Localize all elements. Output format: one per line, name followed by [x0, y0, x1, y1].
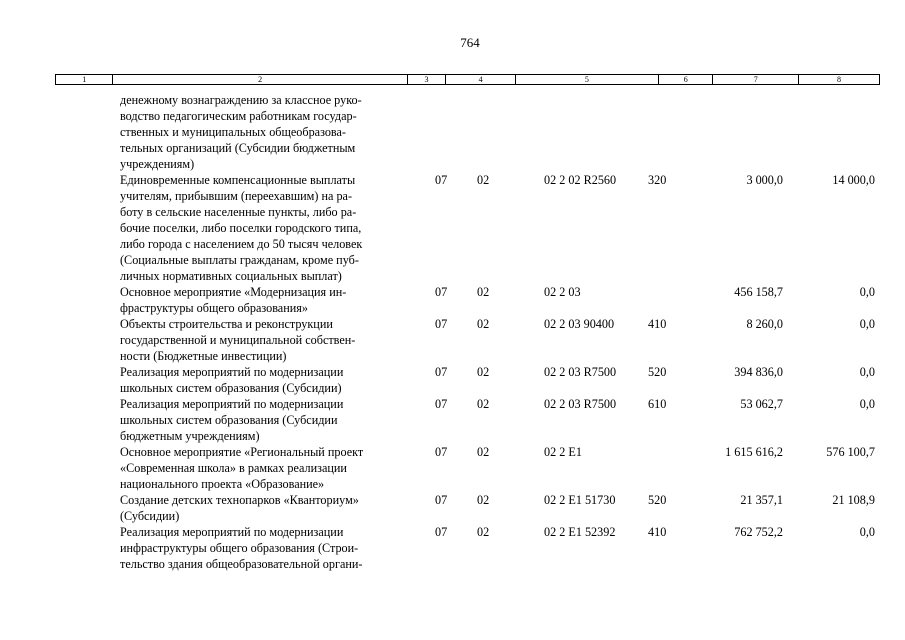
- column-header-row: [55, 74, 880, 85]
- row-name-line: Реализация мероприятий по модернизации: [120, 397, 344, 411]
- expense-kind-code: 320: [648, 173, 667, 187]
- expense-kind-code: 410: [648, 317, 667, 331]
- target-article-code: 02 2 03 R7500: [544, 397, 617, 411]
- row-name-line: личных нормативных социальных выплат): [120, 269, 342, 283]
- target-article-code: 02 2 02 R2560: [544, 173, 617, 187]
- amount-year-1: 762 752,2: [734, 525, 783, 539]
- row-name-line: школьных систем образования (Субсидии): [120, 381, 342, 395]
- column-header: 6: [658, 75, 713, 84]
- row-name: [0, 524, 425, 572]
- table-row: [0, 396, 905, 444]
- row-name-line: «Современная школа» в рамках реализации: [120, 461, 347, 475]
- target-article-code: 02 2 03: [544, 285, 581, 299]
- page-number: 764: [460, 35, 480, 50]
- section-code: 07: [435, 173, 448, 187]
- table-row: [0, 284, 905, 316]
- row-name-line: инфраструктуры общего образования (Строи-: [120, 541, 359, 555]
- column-header: 2: [112, 75, 406, 84]
- row-name: [0, 364, 425, 396]
- subsection-code: 02: [477, 445, 490, 459]
- budget-table-body: [0, 92, 905, 572]
- row-name-line: Единовременные компенсационные выплаты: [120, 173, 356, 187]
- amount-year-1: 1 615 616,2: [725, 445, 783, 459]
- row-name-line: Основное мероприятие «Региональный проект: [120, 445, 364, 459]
- target-article-code: 02 2 03 90400: [544, 317, 615, 331]
- section-code: 07: [435, 493, 448, 507]
- target-article-code: 02 2 E1 52392: [544, 525, 616, 539]
- amount-year-2: 21 108,9: [832, 493, 875, 507]
- row-name-line: ственных и муниципальных общеобразова-: [120, 125, 346, 139]
- subsection-code: 02: [477, 525, 490, 539]
- row-name: [0, 284, 425, 316]
- row-name: [0, 172, 425, 284]
- amount-year-1: 3 000,0: [746, 173, 783, 187]
- row-name-line: либо города с населением до 50 тысяч человек: [120, 237, 363, 251]
- target-article-code: 02 2 E1 51730: [544, 493, 616, 507]
- subsection-code: 02: [477, 285, 490, 299]
- row-name-line: учреждениям): [120, 157, 195, 171]
- amount-year-1: 456 158,7: [734, 285, 783, 299]
- amount-year-2: 14 000,0: [832, 173, 875, 187]
- section-code: 07: [435, 445, 448, 459]
- row-name-line: учителям, прибывшим (переехавшим) на ра-: [120, 189, 353, 203]
- amount-year-2: 0,0: [859, 397, 875, 411]
- amount-year-2: 576 100,7: [826, 445, 875, 459]
- subsection-code: 02: [477, 365, 490, 379]
- row-name-line: (Субсидии): [120, 509, 180, 523]
- column-header: 1: [82, 75, 87, 84]
- table-row: [0, 524, 905, 572]
- row-name-line: тельных организаций (Субсидии бюджетным: [120, 141, 356, 155]
- column-header: 8: [798, 75, 879, 84]
- column-header: 3: [407, 75, 446, 84]
- expense-kind-code: 520: [648, 493, 667, 507]
- amount-year-2: 0,0: [859, 317, 875, 331]
- row-name-line: бюджетным учреждениям): [120, 429, 260, 443]
- expense-kind-code: 410: [648, 525, 667, 539]
- row-name-line: Создание детских технопарков «Кванториум»: [120, 493, 359, 507]
- row-name-line: боту в сельские населенные пункты, либо ра-: [120, 205, 357, 219]
- row-name-line: фраструктуры общего образования»: [120, 301, 308, 315]
- table-row: [0, 316, 905, 364]
- section-code: 07: [435, 365, 448, 379]
- row-name: [0, 396, 425, 444]
- row-name-line: водство педагогическим работникам государ-: [120, 109, 357, 123]
- table-row: [0, 172, 905, 284]
- row-name: [0, 444, 425, 492]
- row-name: [0, 316, 425, 364]
- row-name-line: Основное мероприятие «Модернизация ин-: [120, 285, 347, 299]
- column-header: 4: [445, 75, 515, 84]
- subsection-code: 02: [477, 317, 490, 331]
- section-code: 07: [435, 397, 448, 411]
- table-row: [0, 364, 905, 396]
- amount-year-1: 53 062,7: [740, 397, 783, 411]
- row-name-line: национального проекта «Образование»: [120, 477, 325, 491]
- row-name: [0, 492, 425, 524]
- subsection-code: 02: [477, 397, 490, 411]
- table-row: [0, 92, 905, 172]
- row-name-line: денежному вознаграждению за классное руко-: [120, 93, 362, 107]
- subsection-code: 02: [477, 173, 490, 187]
- column-header: 7: [712, 75, 798, 84]
- section-code: 07: [435, 317, 448, 331]
- target-article-code: 02 2 03 R7500: [544, 365, 617, 379]
- amount-year-1: 21 357,1: [740, 493, 783, 507]
- row-name-line: государственной и муниципальной собствен-: [120, 333, 356, 347]
- amount-year-2: 0,0: [859, 365, 875, 379]
- amount-year-2: 0,0: [859, 525, 875, 539]
- table-row: [0, 444, 905, 492]
- subsection-code: 02: [477, 493, 490, 507]
- table-row: [0, 492, 905, 524]
- row-name-line: школьных систем образования (Субсидии: [120, 413, 338, 427]
- row-name-line: Реализация мероприятий по модернизации: [120, 365, 344, 379]
- section-code: 07: [435, 285, 448, 299]
- column-header: 5: [515, 75, 658, 84]
- row-name-line: Реализация мероприятий по модернизации: [120, 525, 344, 539]
- expense-kind-code: 520: [648, 365, 667, 379]
- row-name: [0, 92, 425, 172]
- amount-year-1: 394 836,0: [734, 365, 783, 379]
- target-article-code: 02 2 E1: [544, 445, 582, 459]
- amount-year-1: 8 260,0: [746, 317, 783, 331]
- row-name-line: бочие поселки, либо поселки городского типа,: [120, 221, 362, 235]
- section-code: 07: [435, 525, 448, 539]
- row-name-line: (Социальные выплаты гражданам, кроме пуб-: [120, 253, 359, 267]
- row-name-line: Объекты строительства и реконструкции: [120, 317, 333, 331]
- row-name-line: тельство здания общеобразовательной органи-: [120, 557, 363, 571]
- expense-kind-code: 610: [648, 397, 667, 411]
- amount-year-2: 0,0: [859, 285, 875, 299]
- row-name-line: ности (Бюджетные инвестиции): [120, 349, 287, 363]
